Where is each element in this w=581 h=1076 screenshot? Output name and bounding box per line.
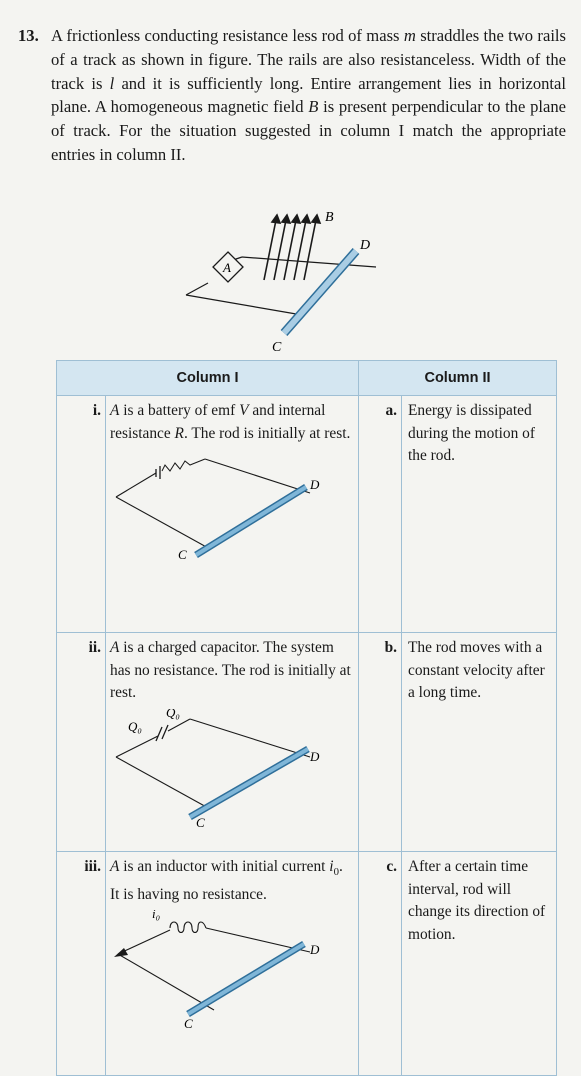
label-B: B — [325, 210, 334, 225]
svg-text:A: A — [223, 260, 231, 275]
column-2-cell: The rod moves with a constant velocity after a long time. — [402, 633, 557, 852]
svg-text:D: D — [310, 477, 320, 492]
battery-circuit-figure — [110, 449, 350, 561]
element-A — [213, 252, 243, 282]
column-2-cell: Energy is dissipated during the motion of the rod. — [402, 396, 557, 633]
svg-text:D: D — [310, 942, 320, 958]
row-index: i. — [57, 396, 106, 633]
row-index: ii. — [57, 633, 106, 852]
column-2-header: Column II — [359, 361, 557, 396]
svg-text:C: C — [178, 547, 187, 561]
column-1-cell: A is a battery of emf V and internal resistance R. The rod is initially at rest. D C — [106, 396, 359, 633]
column-2-cell: After a certain time interval, rod will change its direction of motion. — [402, 852, 557, 1076]
column-1-cell: A is an inductor with initial current $i_0$. It is having no resistance. i₀ D C — [106, 852, 359, 1076]
track-figure — [180, 205, 390, 355]
column-1-cell: A is a charged capacitor. The system has no resistance. The rod is initially at rest. Q₀ Q₀ D C — [106, 633, 359, 852]
question-number: 13. — [18, 26, 39, 45]
column-1-header: Column I — [57, 361, 359, 396]
inductor-icon — [170, 922, 206, 933]
label-C: C — [272, 340, 282, 355]
magnetic-field-arrows — [264, 215, 320, 280]
svg-text:Q₀: Q₀ — [128, 718, 142, 734]
svg-text:Q₀: Q₀ — [166, 708, 180, 720]
svg-text:i₀: i₀ — [152, 910, 161, 922]
capacitor-circuit-figure — [110, 709, 350, 829]
svg-text:C: C — [184, 1016, 193, 1029]
row-index: c. — [359, 852, 402, 1076]
table-row — [57, 633, 557, 852]
question-text: A frictionless conducting resistance less rod of mass m straddles the two rails of a track as shown in figure. The rails are also resistanceless. Width of the track is l and it is sufficiently long. Entire arrangement lies in horizontal plane. A homogeneous magnetic field B is present perpendicular to the plane of track. For the situation suggested in column I match the appropriate entries in column II. — [51, 26, 567, 164]
svg-text:C: C — [196, 814, 205, 829]
row-index: b. — [359, 633, 402, 852]
row-index: iii. — [57, 852, 106, 1076]
match-table — [56, 360, 557, 1076]
inductor-circuit-figure — [110, 910, 350, 1028]
row-index: a. — [359, 396, 402, 633]
svg-text:D: D — [310, 748, 320, 764]
capacitor-icon — [162, 725, 168, 739]
table-row — [57, 852, 557, 1076]
question-block — [18, 24, 566, 167]
table-row — [57, 396, 557, 633]
label-D: D — [360, 238, 371, 253]
